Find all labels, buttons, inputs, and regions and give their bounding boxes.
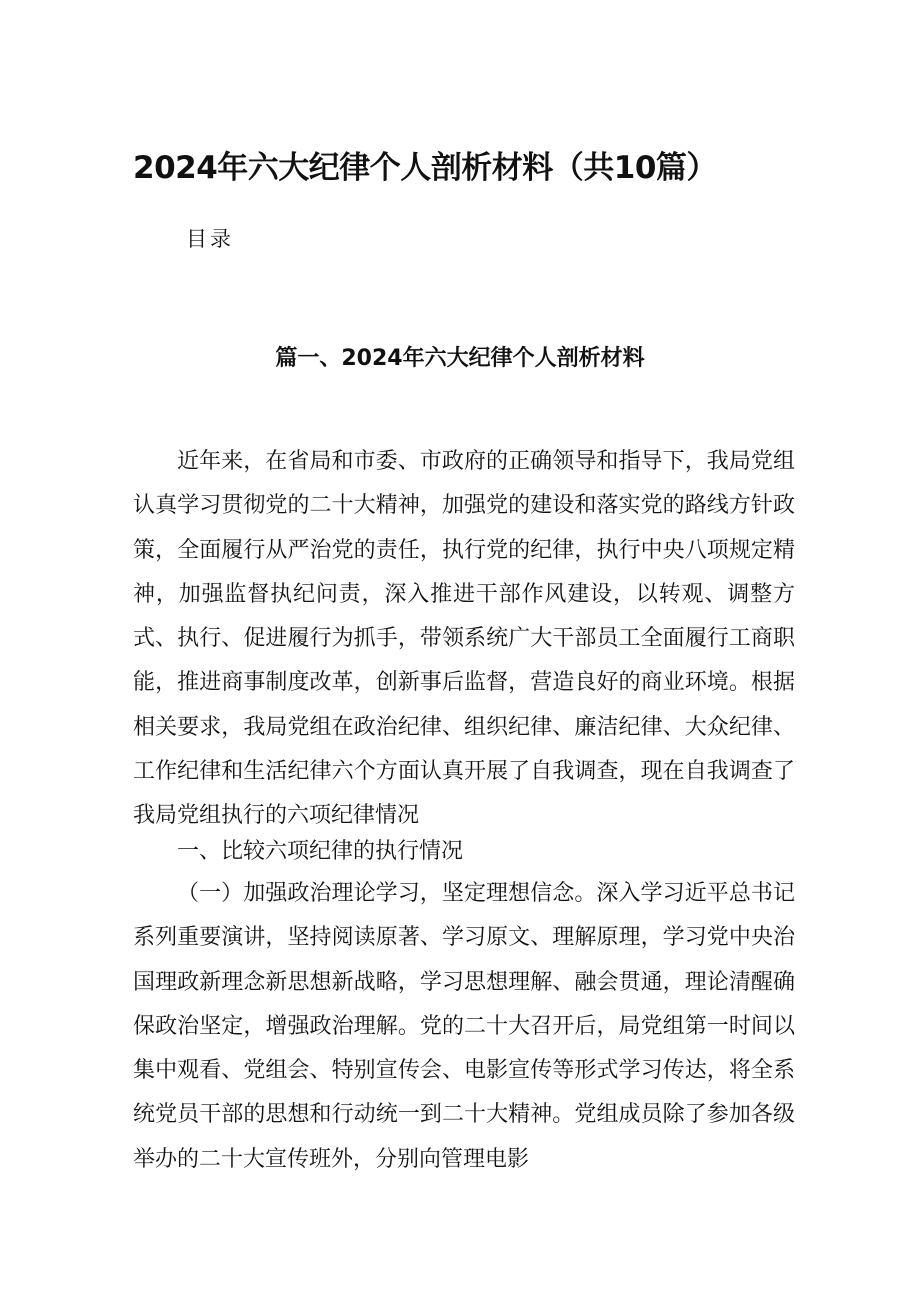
table-of-contents-label: 目录 [186, 227, 234, 251]
section-paragraph: （一）加强政治理论学习，坚定理想信念。深入学习近平总书记系列重要演讲，坚持阅读原著、学习原文、理解原理，学习党中央治国理政新理念新思想新战略，学习思想理解、融会贯通，理论清醒确保政治坚定，增强政治理解。党的二十大召开后，局党组第一时间以集中观看、党组会、特别宣传会、电影宣传等形式学习传达，将全系统党员干部的思想和行动统一到二十大精神。党组成员除了参加各级举办的二十大宣传班外，分别向管理电影 [133, 881, 795, 1172]
document-title: 2024年六大纪律个人剖析材料（共10篇） [133, 150, 717, 186]
section-heading: 一、比较六项纪律的执行情况 [177, 839, 464, 864]
intro-paragraph: 近年来，在省局和市委、市政府的正确领导和指导下，我局党组认真学习贯彻党的二十大精神，加强党的建设和落实党的路线方针政策，全面履行从严治党的责任，执行党的纪律，执行中央八项规定精神，加强监督执纪问责，深入推进干部作风建设，以转观、调整方式、执行、促进履行为抓手，带领系统广大干部员工全面履行工商职能，推进商事制度改革，创新事后监督，营造良好的商业环境。根据相关要求，我局党组在政治纪律、组织纪律、廉洁纪律、大众纪律、工作纪律和生活纪律六个方面认真开展了自我调查，现在自我调查了我局党组执行的六项纪律情况 [133, 449, 795, 829]
chapter-title: 篇一、2024年六大纪律个人剖析材料 [275, 346, 645, 371]
